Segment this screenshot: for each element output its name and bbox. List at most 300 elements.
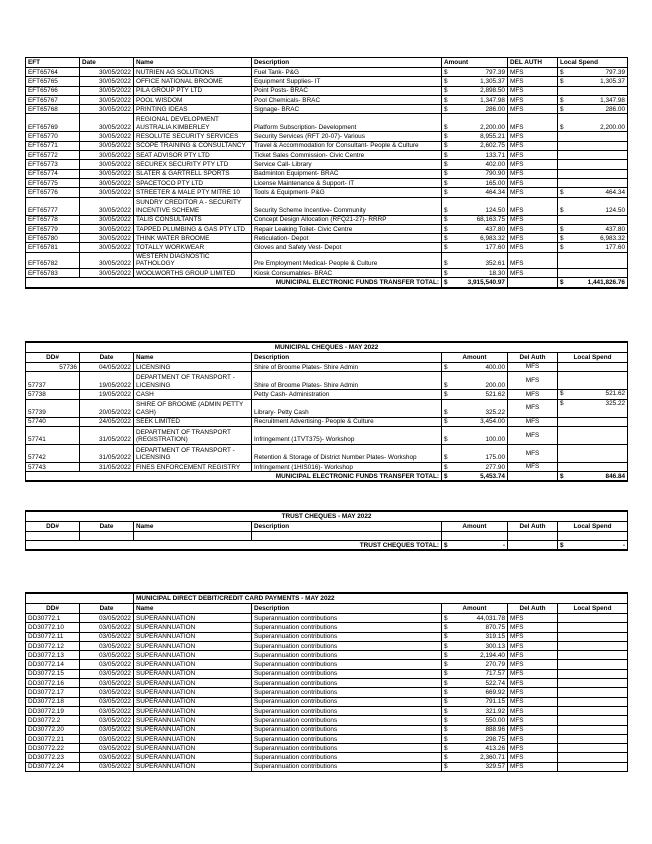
del-auth: MFS: [508, 426, 558, 444]
description: Superannuation contributions: [252, 679, 442, 688]
dd-number: DD30772.1: [26, 614, 80, 623]
description: Superannuation contributions: [252, 660, 442, 669]
date: 30/05/2022: [80, 77, 134, 86]
currency-symbol: $: [444, 670, 448, 678]
amount-value: 522.74: [485, 679, 505, 687]
payee-name: DEPARTMENT OF TRANSPORT - LICENSING: [134, 444, 252, 462]
local-spend: [558, 95, 628, 104]
description: Superannuation contributions: [252, 744, 442, 753]
payee-name: STREETER & MALE PTY MITRE 10: [134, 188, 252, 197]
payee-name: REGIONAL DEVELOPMENT AUSTRALIA KIMBERLEY: [134, 114, 252, 132]
cheque-number: 57737: [26, 372, 80, 390]
table-row: [26, 532, 628, 541]
description: Superannuation contributions: [252, 651, 442, 660]
description: Shire of Broome Plates- Shire Admin: [252, 372, 442, 390]
payee-name: POOL WISDOM: [134, 95, 252, 104]
del-auth: MFS: [508, 734, 558, 743]
del-auth: MFS: [508, 268, 558, 277]
amount: [442, 215, 508, 224]
currency-symbol: $: [444, 151, 448, 159]
table-row: [26, 669, 628, 678]
amount-value: 100.00: [485, 436, 505, 444]
currency-symbol: $: [444, 763, 448, 771]
currency-symbol: $: [444, 142, 448, 150]
col-header: Del Auth: [508, 604, 558, 614]
amount: [442, 160, 508, 169]
payee-name: TALIS CONSULTANTS: [134, 215, 252, 224]
amount: [442, 744, 508, 753]
cheques-header-row: [26, 353, 628, 363]
amount: [442, 372, 508, 390]
del-auth: MFS: [508, 105, 558, 114]
table-row: [26, 252, 628, 268]
amount-value: 2,200.00: [600, 123, 625, 131]
col-header: Del Auth: [508, 522, 558, 532]
currency-symbol: $: [444, 105, 448, 113]
eft-id: EFT65780: [26, 234, 80, 243]
currency-symbol: $: [444, 391, 448, 398]
table-row: [26, 734, 628, 743]
amount: [442, 623, 508, 632]
eft-id: EFT65770: [26, 132, 80, 141]
amount-value: 521.62: [485, 391, 505, 398]
payee-name: WOOLWORTHS GROUP LIMITED: [134, 268, 252, 277]
local-spend: [558, 697, 628, 706]
amount: [442, 151, 508, 160]
del-auth: MFS: [508, 197, 558, 215]
currency-symbol: $: [444, 68, 448, 76]
date: 03/05/2022: [80, 632, 134, 641]
amount-value: 437.80: [605, 225, 625, 233]
amount-value: 298.75: [485, 735, 505, 743]
currency-symbol: $: [444, 735, 448, 743]
local-spend: [558, 197, 628, 215]
description: Infringement (1HIS016)- Workshop: [252, 462, 442, 471]
amount: [442, 444, 508, 462]
local-spend: [558, 178, 628, 187]
amount: [442, 132, 508, 141]
currency-symbol: $: [560, 96, 564, 104]
col-header: Amount: [442, 604, 508, 614]
col-header: DD#: [26, 353, 80, 363]
payee-name: SUPERANNUATION: [134, 669, 252, 678]
amount: [442, 141, 508, 150]
local-spend: [558, 716, 628, 725]
col-header: Name: [134, 604, 252, 614]
eft-id: EFT65772: [26, 151, 80, 160]
local-spend: [558, 444, 628, 462]
date: 30/05/2022: [80, 114, 134, 132]
description: Recruitment Advertising- People & Culture: [252, 417, 442, 426]
description: Superannuation contributions: [252, 753, 442, 762]
table-row: [26, 614, 628, 623]
date: 03/05/2022: [80, 744, 134, 753]
col-header: Amount: [442, 522, 508, 532]
amount-value: 1,347.98: [600, 96, 625, 104]
payee-name: SUPERANNUATION: [134, 641, 252, 650]
local-spend: [558, 725, 628, 734]
col-header: EFT: [26, 58, 80, 68]
payee-name: SUPERANNUATION: [134, 679, 252, 688]
currency-symbol: $: [444, 216, 448, 224]
amount-value: 797.39: [485, 68, 505, 76]
amount-value: 321.92: [485, 707, 505, 715]
eft-id: EFT65774: [26, 169, 80, 178]
eft-id: EFT65769: [26, 114, 80, 132]
amount-value: 797.39: [605, 68, 625, 76]
table-row: [26, 426, 628, 444]
date: 03/05/2022: [80, 706, 134, 715]
del-auth: MFS: [508, 68, 558, 77]
del-auth: MFS: [508, 660, 558, 669]
col-header: Date: [80, 353, 134, 363]
amount-value: 464.34: [605, 188, 625, 196]
date: 19/05/2022: [80, 390, 134, 399]
table-row: [26, 679, 628, 688]
eft-id: EFT65767: [26, 95, 80, 104]
table-row: [26, 660, 628, 669]
date: 30/05/2022: [80, 224, 134, 233]
payee-name: SECUREX SECURITY PTY LTD: [134, 160, 252, 169]
local-spend: [558, 160, 628, 169]
local-spend: [558, 688, 628, 697]
amount: [442, 706, 508, 715]
amount-value: 790.90: [485, 170, 505, 178]
date: 03/05/2022: [80, 734, 134, 743]
amount: [442, 399, 508, 417]
eft-id: EFT65779: [26, 224, 80, 233]
amount-value: 18.30: [489, 269, 505, 277]
del-auth: MFS: [508, 462, 558, 471]
local-spend: [558, 753, 628, 762]
currency-symbol: $: [444, 78, 448, 85]
table-row: [26, 151, 628, 160]
payee-name: SUPERANNUATION: [134, 632, 252, 641]
del-auth: MFS: [508, 86, 558, 95]
table-row: [26, 224, 628, 233]
local-spend: [558, 224, 628, 233]
debit-table: [25, 592, 628, 772]
amount-value: 437.80: [485, 225, 505, 233]
local-spend: [558, 399, 628, 417]
description: Superannuation contributions: [252, 614, 442, 623]
currency-symbol: $: [560, 390, 564, 398]
amount-value: 400.00: [485, 363, 505, 371]
payee-name: SPACETOCO PTY LTD: [134, 178, 252, 187]
dd-number: DD30772.11: [26, 632, 80, 641]
del-auth: MFS: [508, 762, 558, 771]
local-spend: [558, 641, 628, 650]
col-header: Date: [80, 522, 134, 532]
payee-name: THINK WATER BROOME: [134, 234, 252, 243]
local-spend: [558, 234, 628, 243]
trust-title-row: [26, 511, 628, 522]
currency-symbol: $: [444, 381, 448, 389]
currency-symbol: $: [444, 716, 448, 724]
description: Superannuation contributions: [252, 623, 442, 632]
amount-value: 3,454.00: [480, 418, 505, 426]
date: 04/05/2022: [80, 363, 134, 372]
amount: [442, 660, 508, 669]
amount-value: 888.96: [485, 726, 505, 734]
description: Superannuation contributions: [252, 632, 442, 641]
currency-symbol: $: [444, 133, 448, 141]
date: 30/05/2022: [80, 197, 134, 215]
amount-value: 2,602.75: [480, 142, 505, 150]
amount: [442, 679, 508, 688]
currency-symbol: $: [560, 206, 564, 214]
date: 31/05/2022: [80, 444, 134, 462]
amount: [442, 77, 508, 86]
del-auth: MFS: [508, 215, 558, 224]
currency-symbol: $: [444, 244, 448, 252]
local-spend: [558, 762, 628, 771]
payee-name: WESTERN DIAGNOSTIC PATHOLOGY: [134, 252, 252, 268]
description: Pre Employment Medical- People & Culture: [252, 252, 442, 268]
eft-local-total: [558, 278, 628, 288]
eft-id: EFT65783: [26, 268, 80, 277]
amount-value: 124.50: [605, 206, 625, 214]
payee-name: TOTALLY WORKWEAR: [134, 243, 252, 252]
del-auth: MFS: [508, 178, 558, 187]
amount-value: 1,347.98: [480, 96, 505, 104]
description: Point Posts- BRAC: [252, 86, 442, 95]
description: Concept Design Allocation (RFQ21-27)- RRRP: [252, 215, 442, 224]
table-row: [26, 417, 628, 426]
date: 30/05/2022: [80, 188, 134, 197]
table-row: [26, 688, 628, 697]
amount: [442, 105, 508, 114]
del-auth: MFS: [508, 363, 558, 372]
del-auth: MFS: [508, 417, 558, 426]
amount: [442, 417, 508, 426]
table-row: [26, 753, 628, 762]
description: Library- Petty Cash: [252, 399, 442, 417]
local-spend: [558, 614, 628, 623]
date: 03/05/2022: [80, 753, 134, 762]
amount-value: 2,360.71: [480, 754, 505, 762]
currency-symbol: $: [444, 436, 448, 444]
amount-value: 669.92: [485, 689, 505, 697]
local-spend: [558, 417, 628, 426]
del-auth: MFS: [508, 706, 558, 715]
cheque-number: 57742: [26, 444, 80, 462]
description: Security Scheme Incentive- Community: [252, 197, 442, 215]
currency-symbol: $: [560, 278, 564, 286]
payee-name: SUPERANNUATION: [134, 762, 252, 771]
eft-id: EFT65776: [26, 188, 80, 197]
amount-value: 286.00: [485, 105, 505, 113]
currency-symbol: $: [560, 244, 564, 252]
date: 30/05/2022: [80, 268, 134, 277]
payee-name: SUPERANNUATION: [134, 697, 252, 706]
currency-symbol: $: [444, 707, 448, 715]
description: Petty Cash- Administration: [252, 390, 442, 399]
currency-symbol: $: [444, 409, 448, 416]
cheques-total: [442, 472, 508, 482]
table-row: [26, 132, 628, 141]
payee-name: SEAT ADVISOR PTY LTD: [134, 151, 252, 160]
local-spend: [558, 660, 628, 669]
payee-name: SHIRE OF BROOME (ADMIN PETTY CASH): [134, 399, 252, 417]
local-spend: [558, 426, 628, 444]
currency-symbol: $: [444, 726, 448, 734]
currency-symbol: $: [444, 96, 448, 104]
section-title: MUNICIPAL DIRECT DEBIT/CREDIT CARD PAYMENTS - MAY 2022: [134, 593, 628, 604]
debit-title-row: [26, 593, 628, 604]
amount-value: 325.22: [485, 409, 505, 416]
date: 30/05/2022: [80, 132, 134, 141]
currency-symbol: $: [444, 472, 448, 480]
del-auth: MFS: [508, 372, 558, 390]
blank-cell: [508, 472, 558, 482]
amount-value: 717.57: [485, 670, 505, 678]
amount-value: 200.00: [485, 381, 505, 389]
del-auth: MFS: [508, 641, 558, 650]
table-row: [26, 77, 628, 86]
local-spend: [558, 77, 628, 86]
del-auth: MFS: [508, 77, 558, 86]
table-row: [26, 623, 628, 632]
description: Superannuation contributions: [252, 706, 442, 715]
amount: [442, 632, 508, 641]
amount-value: 325.22: [605, 399, 626, 407]
table-row: [26, 243, 628, 252]
col-header: DD#: [26, 604, 80, 614]
local-spend: [558, 105, 628, 114]
amount-value: 133.71: [485, 151, 505, 159]
amount: [442, 651, 508, 660]
currency-symbol: $: [444, 234, 448, 242]
table-row: [26, 197, 628, 215]
description: Reticulation- Depot: [252, 234, 442, 243]
description: Travel & Accommodation for Consultant- People & Culture: [252, 141, 442, 150]
col-header: Date: [80, 58, 134, 68]
table-row: [26, 444, 628, 462]
currency-symbol: $: [444, 123, 448, 131]
local-spend: [558, 679, 628, 688]
description: Signage- BRAC: [252, 105, 442, 114]
local-spend: [558, 632, 628, 641]
currency-symbol: $: [444, 463, 448, 471]
del-auth: MFS: [508, 614, 558, 623]
table-row: [26, 160, 628, 169]
payee-name: PRINTING IDEAS: [134, 105, 252, 114]
payee-name: RESOLUTE SECURITY SERVICES: [134, 132, 252, 141]
table-row: [26, 725, 628, 734]
currency-symbol: $: [560, 123, 564, 131]
currency-symbol: $: [444, 269, 448, 277]
del-auth: MFS: [508, 169, 558, 178]
description: Superannuation contributions: [252, 697, 442, 706]
cheques-total-row: [26, 472, 628, 482]
local-spend: [558, 86, 628, 95]
table-row: [26, 706, 628, 715]
date: 30/05/2022: [80, 243, 134, 252]
amount: [442, 197, 508, 215]
amount-value: 464.34: [485, 188, 505, 196]
amount: [442, 114, 508, 132]
description: Service Call- Library: [252, 160, 442, 169]
del-auth: MFS: [508, 252, 558, 268]
description: Retention & Storage of District Number Plates- Workshop: [252, 444, 442, 462]
currency-symbol: $: [444, 614, 448, 622]
eft-id: EFT65777: [26, 197, 80, 215]
table-row: [26, 632, 628, 641]
description: Pool Chemicals- BRAC: [252, 95, 442, 104]
col-header: Del Auth: [508, 353, 558, 363]
date: 03/05/2022: [80, 623, 134, 632]
table-row: [26, 215, 628, 224]
col-header: Amount: [442, 58, 508, 68]
local-spend: [558, 169, 628, 178]
table-row: [26, 268, 628, 277]
payee-name: SCOPE TRAINING & CONSULTANCY: [134, 141, 252, 150]
payee-name: FINES ENFORCEMENT REGISTRY: [134, 462, 252, 471]
table-row: [26, 744, 628, 753]
payee-name: SUPERANNUATION: [134, 688, 252, 697]
del-auth: MFS: [508, 399, 558, 417]
amount-value: 6,983.32: [600, 234, 625, 242]
currency-symbol: $: [444, 161, 448, 169]
amount: [442, 641, 508, 650]
cheques-local-total: [558, 472, 628, 482]
local-spend: [558, 734, 628, 743]
table-row: [26, 641, 628, 650]
description: Badminton Equipment- BRAC: [252, 169, 442, 178]
table-row: [26, 178, 628, 187]
payee-name: SUPERANNUATION: [134, 623, 252, 632]
currency-symbol: $: [444, 642, 448, 650]
col-header: DEL AUTH: [508, 58, 558, 68]
local-spend: [558, 132, 628, 141]
amount-value: 521.62: [605, 390, 626, 398]
local-spend: [558, 141, 628, 150]
currency-symbol: $: [560, 188, 564, 196]
currency-symbol: $: [444, 651, 448, 659]
payee-name: SEEK LIMITED: [134, 417, 252, 426]
amount-value: 124.50: [485, 206, 505, 214]
cheque-number: 57743: [26, 462, 80, 471]
amount-value: 2,200.00: [480, 123, 505, 131]
currency-symbol: $: [444, 278, 448, 286]
amount: [442, 169, 508, 178]
amount: [442, 234, 508, 243]
amount-value: 413.26: [485, 744, 505, 752]
table-row: [26, 697, 628, 706]
date: 03/05/2022: [80, 725, 134, 734]
currency-symbol: $: [560, 78, 564, 85]
description: Superannuation contributions: [252, 725, 442, 734]
del-auth: MFS: [508, 141, 558, 150]
date: 03/05/2022: [80, 669, 134, 678]
description: Repair Leaking Toilet- Civic Centre: [252, 224, 442, 233]
dd-number: DD30772.10: [26, 623, 80, 632]
section-title: TRUST CHEQUES - MAY 2022: [26, 511, 628, 522]
currency-symbol: $: [444, 206, 448, 214]
date: 30/05/2022: [80, 105, 134, 114]
amount-value: 870.75: [485, 624, 505, 631]
payee-name: CASH: [134, 390, 252, 399]
table-row: [26, 762, 628, 771]
table-row: [26, 68, 628, 77]
eft-header-row: [26, 58, 628, 68]
amount-value: 3,915,540.97: [467, 278, 505, 286]
col-header: Name: [134, 353, 252, 363]
amount-value: 1,305.37: [480, 78, 505, 85]
description: Platform Subscription- Development: [252, 114, 442, 132]
date: 03/05/2022: [80, 651, 134, 660]
